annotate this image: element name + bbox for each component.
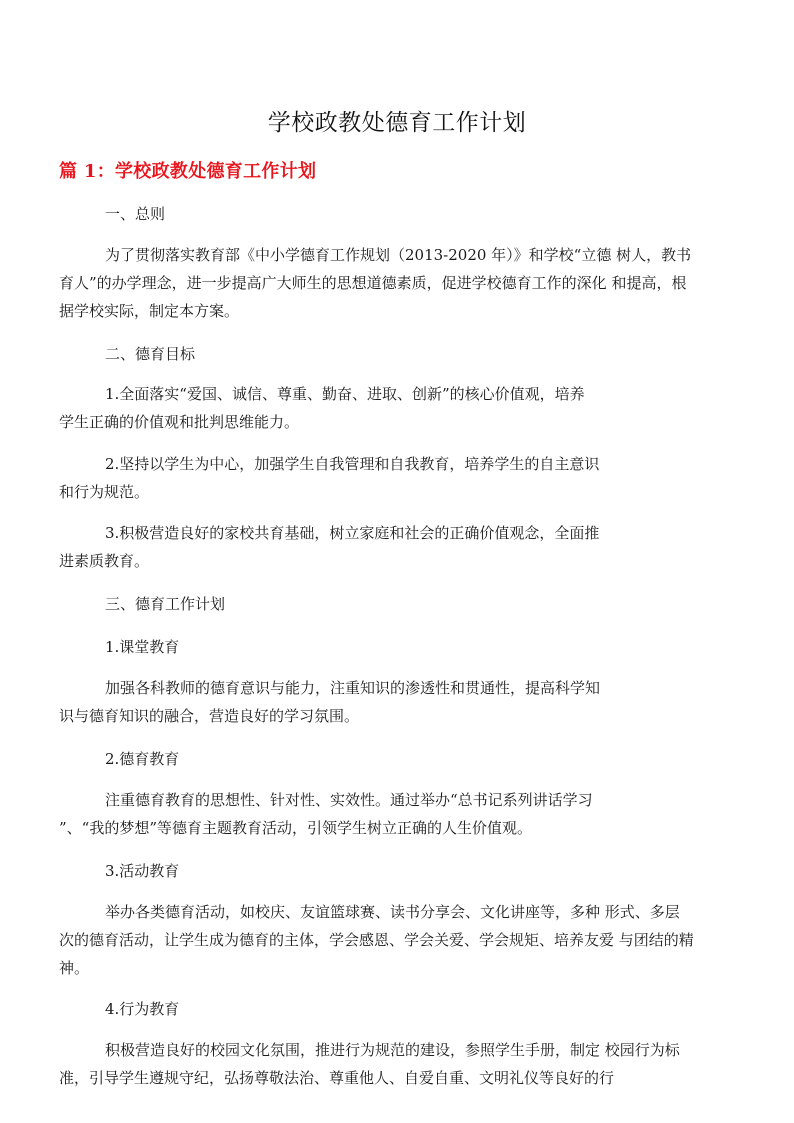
text-line: 学生正确的价值观和批判思维能力。	[59, 413, 300, 431]
paragraph-goal-1	[59, 380, 739, 436]
heading-plan: 三、德育工作计划	[105, 595, 226, 613]
text-line: ”、“我的梦想”等德育主题教育活动，引领学生树立正确的人生价值观。	[59, 819, 533, 837]
text-line: 和行为规范。	[59, 483, 150, 501]
text-line: 识与德育知识的融合，营造良好的学习氛围。	[59, 707, 360, 725]
text-line: 神。	[59, 959, 90, 977]
heading-plan-item-1: 1.课堂教育	[105, 638, 180, 656]
heading-plan-item-4: 4.行为教育	[105, 1000, 180, 1018]
text-line: 加强各科教师的德育意识与能力，注重知识的渗透性和贯通性，提高科学知	[105, 679, 601, 697]
document-title: 学校政教处德育工作计划	[267, 110, 527, 136]
paragraph-plan-item-3	[59, 898, 739, 982]
paragraph-general	[59, 241, 739, 325]
text-line: 积极营造良好的校园文化氛围，推进行为规范的建设，参照学生手册，制定 校园行为标	[105, 1041, 680, 1059]
text-line: 准，引导学生遵规守纪，弘扬尊敬法治、尊重他人、自爱自重、文明礼仪等良好的行	[59, 1069, 615, 1087]
paragraph-plan-item-2	[59, 786, 739, 842]
paragraph-goal-2	[59, 450, 739, 506]
paragraph-plan-item-1	[59, 674, 739, 730]
text-line: 3.积极营造良好的家校共育基础，树立家庭和社会的正确价值观念，全面推	[105, 524, 600, 542]
section-subtitle: 篇 1：学校政教处德育工作计划	[59, 161, 317, 182]
text-line: 注重德育教育的思想性、针对性、实效性。通过举办“总书记系列讲话学习	[105, 791, 593, 809]
heading-plan-item-3: 3.活动教育	[105, 862, 180, 880]
paragraph-goal-3	[59, 519, 739, 575]
text-line: 据学校实际，制定本方案。	[59, 302, 240, 320]
text-line: 次的德育活动，让学生成为德育的主体，学会感恩、学会关爱、学会规矩、培养友爱 与团结的精	[59, 931, 694, 949]
heading-plan-item-2: 2.德育教育	[105, 750, 180, 768]
text-line: 举办各类德育活动，如校庆、友谊篮球赛、读书分享会、文化讲座等，多种 形式、多层	[105, 903, 680, 921]
paragraph-plan-item-4	[59, 1036, 739, 1092]
text-line: 为了贯彻落实教育部《中小学德育工作规划（2013-2020 年）》和学校“立德 树人，教书	[105, 246, 692, 264]
text-line: 2.坚持以学生为中心，加强学生自我管理和自我教育，培养学生的自主意识	[105, 455, 600, 473]
heading-general: 一、总则	[105, 205, 166, 223]
heading-goals: 二、德育目标	[105, 345, 196, 363]
text-line: 1.全面落实“爱国、诚信、尊重、勤奋、进取、创新”的核心价值观，培养	[105, 385, 585, 403]
text-line: 育人”的办学理念，进一步提高广大师生的思想道德素质，促进学校德育工作的深化 和提高，根	[59, 274, 687, 292]
text-line: 进素质教育。	[59, 552, 150, 570]
